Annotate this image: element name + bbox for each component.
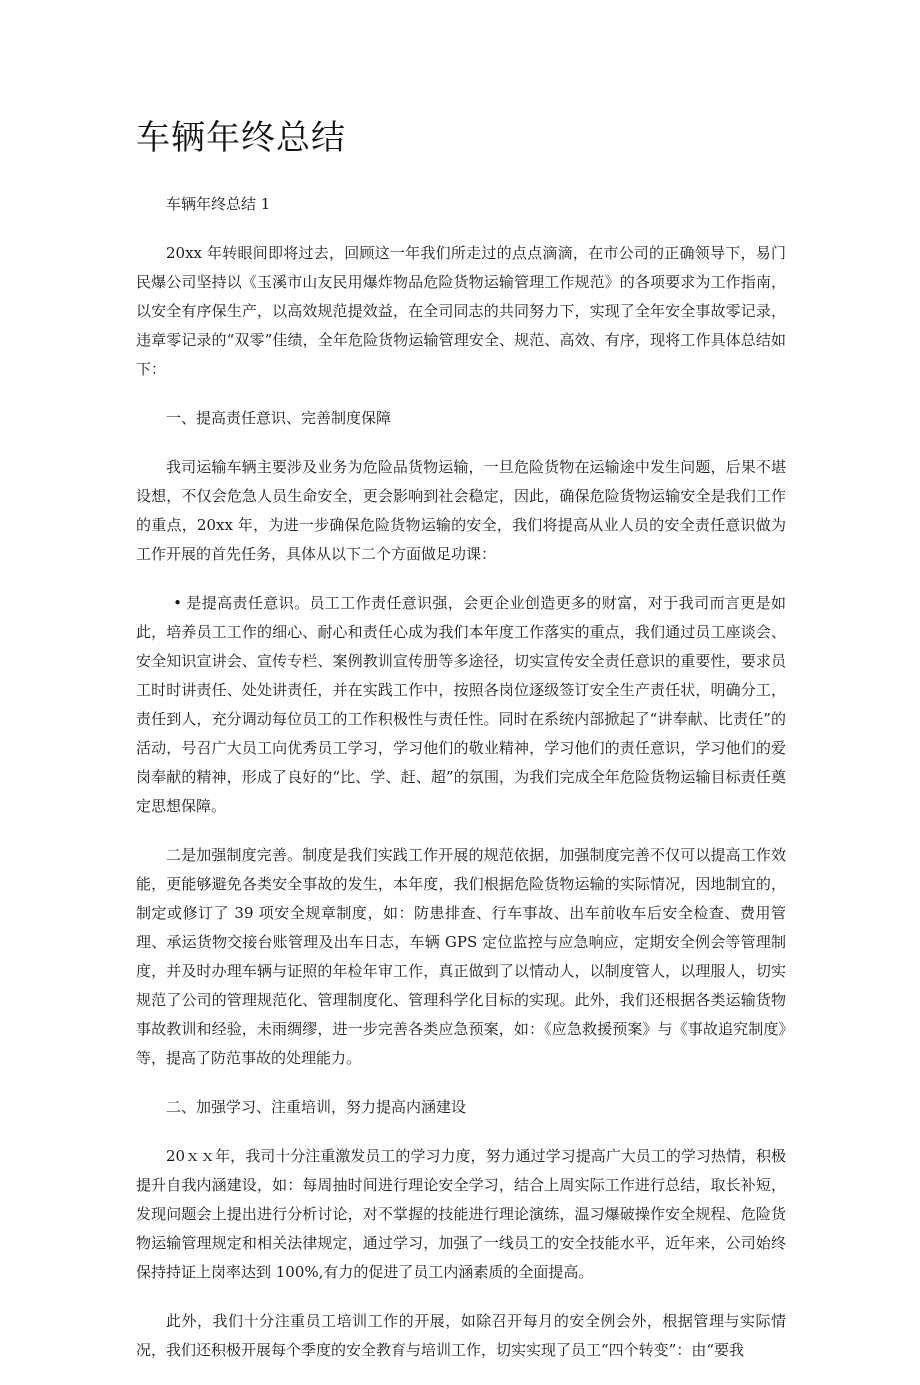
document-page bbox=[136, 112, 786, 1385]
section-2-paragraph-1: 20ｘｘ年，我司十分注重激发员工的学习力度，努力通过学习提高广大员工的学习热情，积极提升自我内涵建设，如：每周抽时间进行理论安全学习，结合上周实际工作进行总结，取长补短，发现问题会上提出进行分析讨论，对不掌握的技能进行理论演练，温习爆破操作安全规程、危险货物运输管理规定和相关法律规定，通过学习，加强了一线员工的安全技能水平，近年来，公司始终保持持证上岗率达到 100%,有力的促进了员工内涵素质的全面提高。 bbox=[136, 1147, 786, 1281]
section-2-paragraph-2: 此外，我们十分注重员工培训工作的开展，如除召开每月的安全例会外，根据管理与实际情况，我们还积极开展每个季度的安全教育与培训工作，切实实现了员工“四个转变”：由“要我 bbox=[136, 1312, 786, 1359]
bullet-icon: • bbox=[173, 594, 182, 612]
bullet-paragraph bbox=[136, 589, 786, 821]
document-title: 车辆年终总结 bbox=[136, 118, 346, 158]
document-subtitle: 车辆年终总结 1 bbox=[166, 195, 271, 213]
bullet-paragraph-text: 是提高责任意识。员工工作责任意识强，会更企业创造更多的财富，对于我司而言更是如此，培养员工工作的细心、耐心和责任心成为我们本年度工作落实的重点，我们通过员工座谈会、安全知识宣讲会、宣传专栏、案例教训宣传册等多途径，切实宣传安全责任意识的重要性，要求员工时时讲责任、处处讲责任，并在实践工作中，按照各岗位逐级签订安全生产责任状，明确分工，责任到人，充分调动每位员工的工作积极性与责任性。同时在系统内部掀起了“讲奉献、比责任”的活动，号召广大员工向优秀员工学习，学习他们的敬业精神，学习他们的责任意识，学习他们的爱岗奉献的精神，形成了良好的“比、学、赶、超”的氛围，为我们完成全年危险货物运输目标责任奠定思想保障。 bbox=[136, 594, 786, 815]
intro-paragraph: 20xx 年转眼间即将过去，回顾这一年我们所走过的点点滴滴，在市公司的正确领导下，易门民爆公司坚持以《玉溪市山友民用爆炸物品危险货物运输管理工作规范》的各项要求为工作指南，以安全有序保生产，以高效规范提效益，在全司同志的共同努力下，实现了全年安全事故零记录，违章零记录的“双零”佳绩，全年危险货物运输管理安全、规范、高效、有序，现将工作具体总结如下： bbox=[136, 244, 786, 378]
section-1-heading: 一、提高责任意识、完善制度保障 bbox=[166, 409, 392, 427]
section-1-paragraph-2: 二是加强制度完善。制度是我们实践工作开展的规范依据，加强制度完善不仅可以提高工作效能，更能够避免各类安全事故的发生，本年度，我们根据危险货物运输的实际情况，因地制宜的，制定或修订了 39 项安全规章制度，如：防患排查、行车事故、出车前收车后安全检查、费用管理、承运货物交接台账管理及出车日志，车辆 GPS 定位监控与应急响应，定期安全例会等管理制度，并及时办理车辆与证照的年检年审工作，真正做到了以情动人，以制度管人，以理服人，切实规范了公司的管理规范化、管理制度化、管理科学化目标的实现。此外，我们还根据各类运输货物事故教训和经验，未雨绸缪，进一步完善各类应急预案，如：《应急救援预案》与《事故追究制度》等，提高了防范事故的处理能力。 bbox=[136, 846, 786, 1067]
section-2-heading: 二、加强学习、注重培训，努力提高内涵建设 bbox=[166, 1098, 467, 1116]
section-1-paragraph: 我司运输车辆主要涉及业务为危险品货物运输，一旦危险货物在运输途中发生问题，后果不堪设想，不仅会危急人员生命安全，更会影响到社会稳定，因此，确保危险货物运输安全是我们工作的重点，20xx 年，为进一步确保危险货物运输的安全，我们将提高从业人员的安全责任意识做为工作开展的首先任务，具体从以下二个方面做足功课： bbox=[136, 458, 786, 563]
